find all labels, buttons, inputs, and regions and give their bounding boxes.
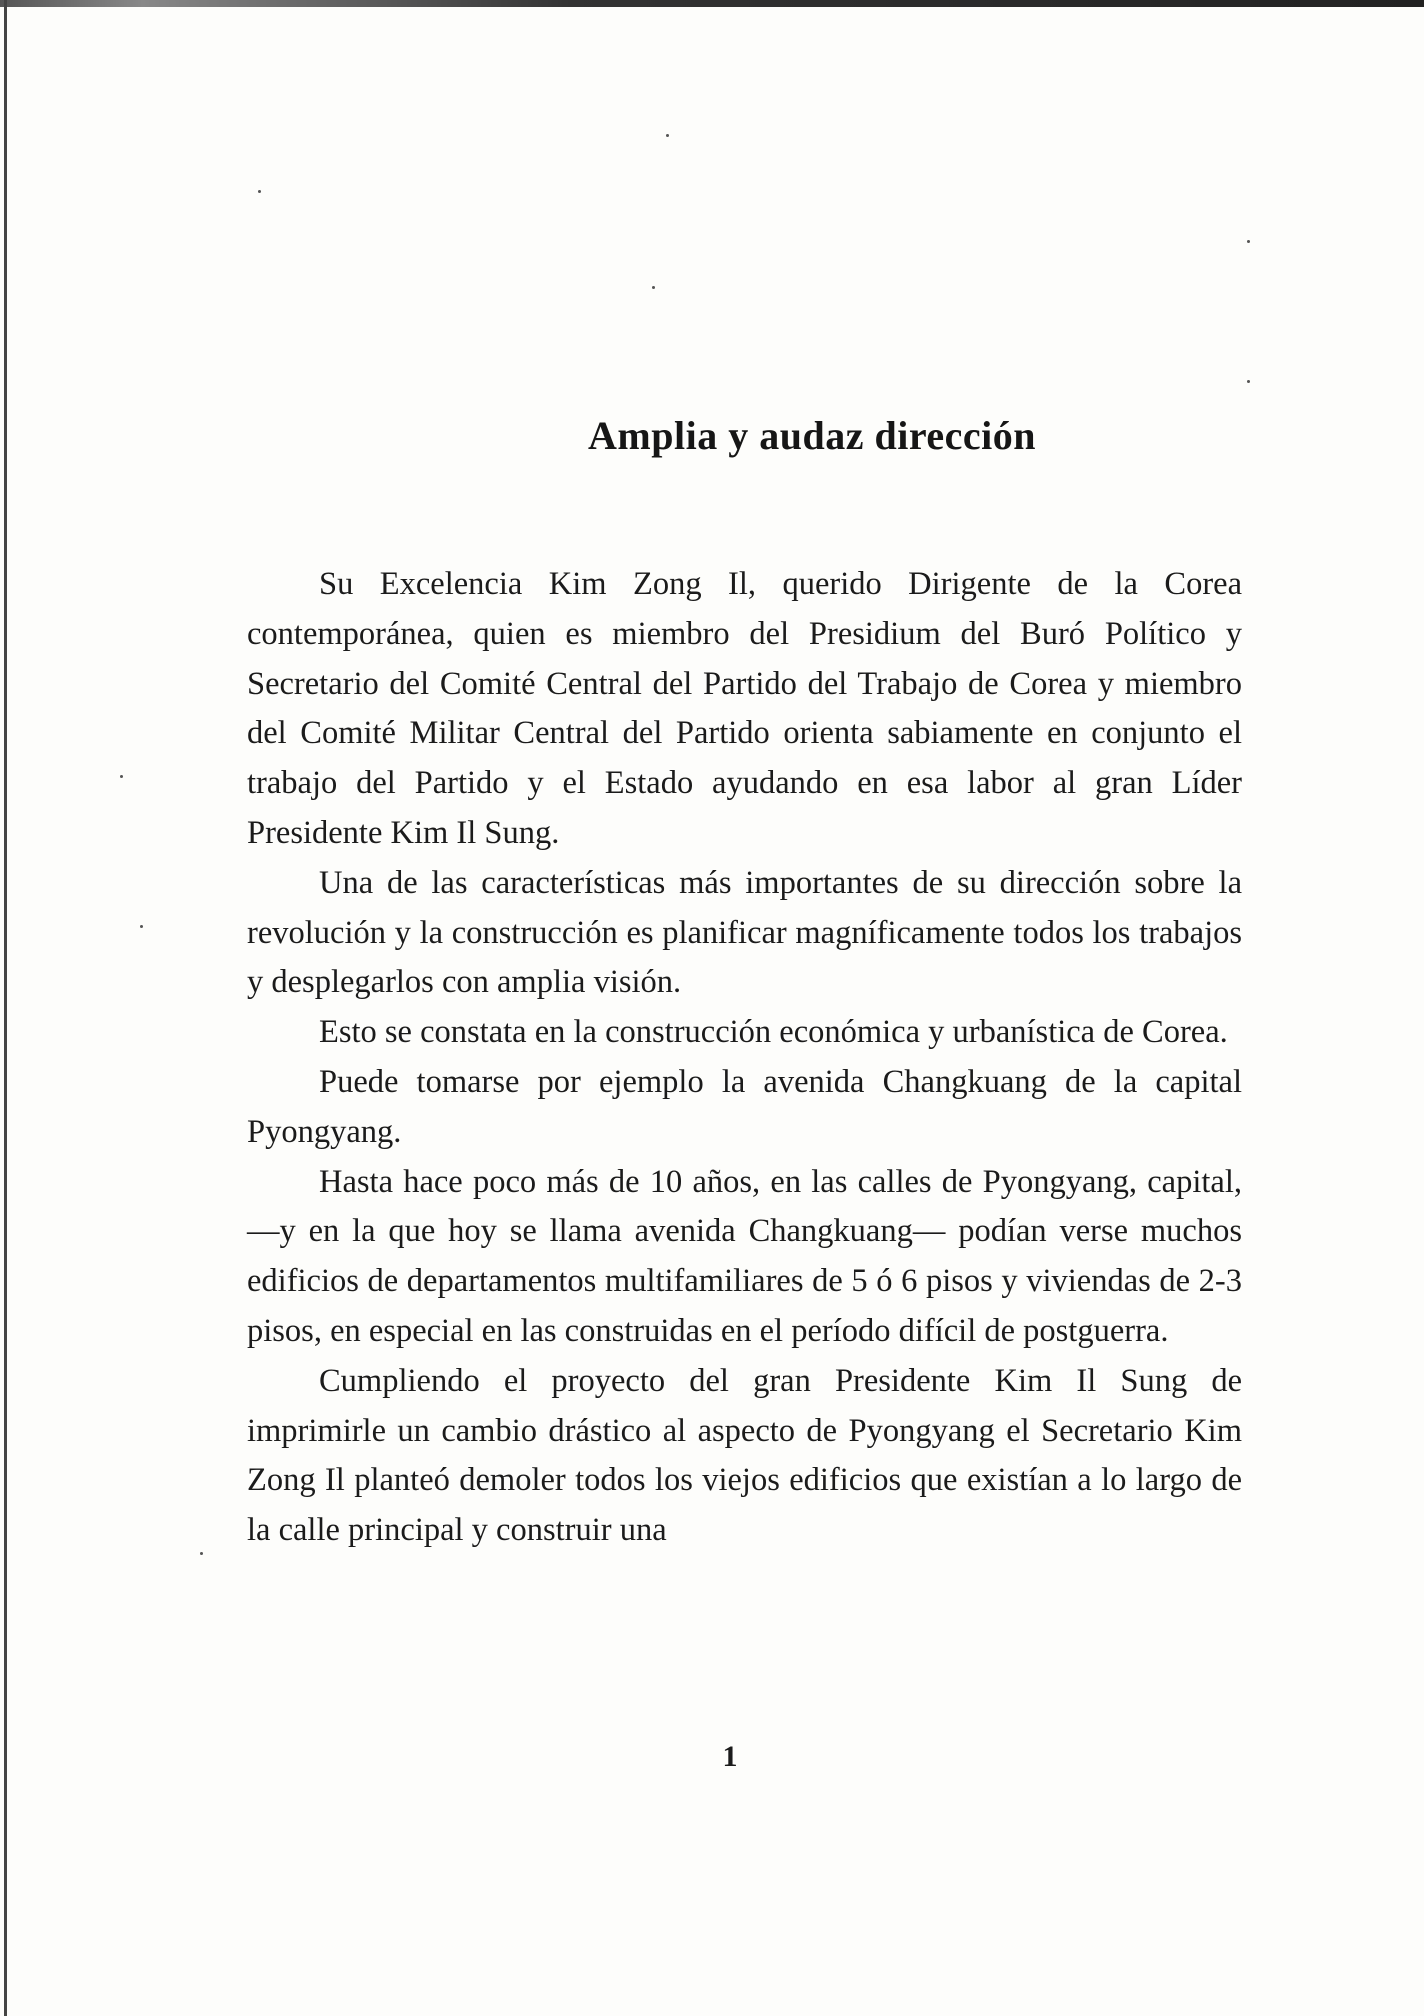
scan-left-edge <box>4 0 7 2016</box>
scan-speck <box>1247 380 1250 383</box>
page-number: 1 <box>722 1740 738 1773</box>
paragraph: Esto se constata en la construcción económica y urbanística de Corea. <box>319 1014 1228 1051</box>
scan-speck <box>140 925 143 928</box>
document-title: Amplia y audaz dirección <box>588 413 1036 458</box>
scan-speck <box>666 134 669 137</box>
scan-top-edge <box>0 0 1424 7</box>
scan-speck <box>200 1552 203 1555</box>
scan-speck <box>120 775 123 778</box>
paragraph: Cumpliendo el proyecto del gran Presidente Kim Il Sung de imprimirle un cambio drástico al aspecto de Pyongyang el Secretario Kim Zong Il planteó demoler todos los viejos edificios que existían a lo largo de la calle principal y construir una <box>247 1362 1242 1549</box>
scan-speck <box>258 190 261 193</box>
scan-speck <box>1247 240 1250 243</box>
body-text <box>247 560 1242 1556</box>
paragraph: Una de las características más importantes de su dirección sobre la revolución y la construcción es planificar magníficamente todos los trabajos y desplegarlos con amplia visión. <box>247 864 1242 1001</box>
scan-speck <box>652 286 655 289</box>
paragraph: Su Excelencia Kim Zong Il, querido Dirigente de la Corea contemporánea, quien es miembro del Presidium del Buró Político y Secretario del Comité Central del Partido del Trabajo de Corea y miembro del Comité Militar Central del Partido orienta sabiamente en conjunto el trabajo del Partido y el Estado ayudando en esa labor al gran Líder Presidente Kim Il Sung. <box>247 566 1242 851</box>
paragraph: Hasta hace poco más de 10 años, en las calles de Pyongyang, capital, —y en la que hoy se llama avenida Changkuang— podían verse muchos edificios de departamentos multifamiliares de 5 ó 6 pisos y viviendas de 2-3 pisos, en especial en las construidas en el período difícil de postguerra. <box>247 1163 1242 1349</box>
paragraph: Puede tomarse por ejemplo la avenida Changkuang de la capital Pyongyang. <box>247 1063 1242 1150</box>
